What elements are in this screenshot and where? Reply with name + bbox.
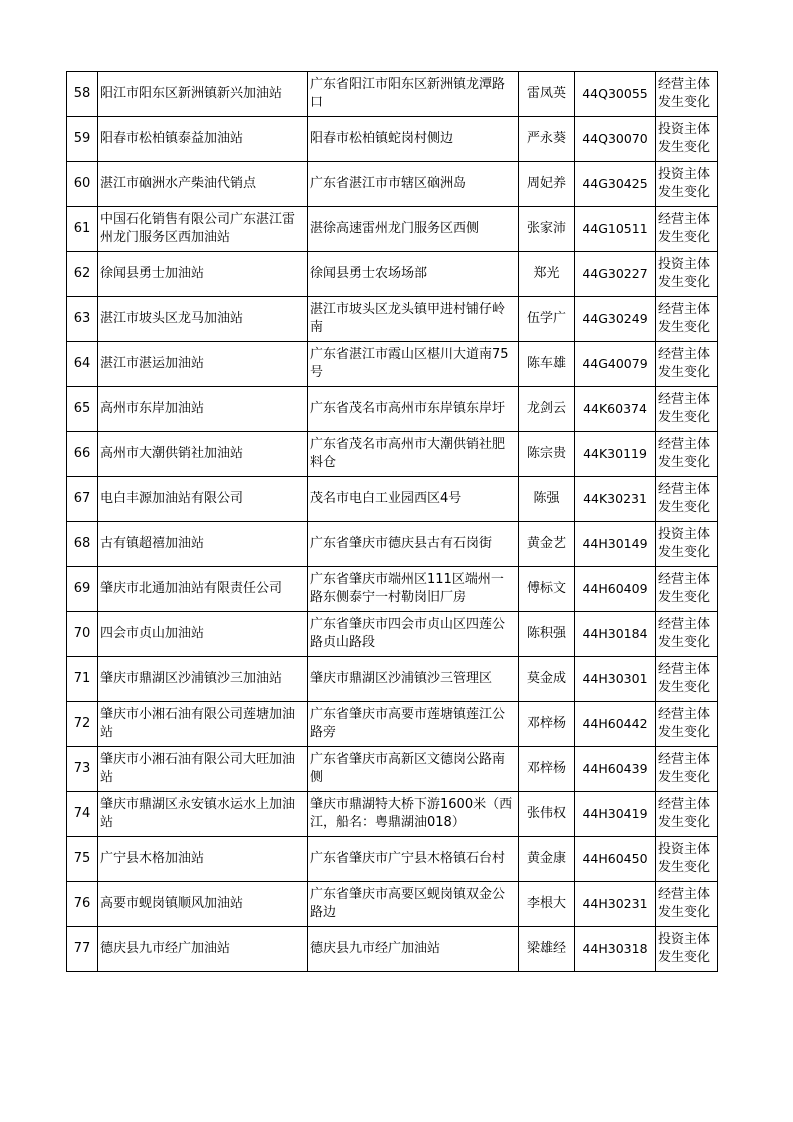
contact-person-cell: 陈宗贵 (519, 432, 575, 477)
station-name-cell: 高州市东岸加油站 (98, 387, 308, 432)
change-reason-cell: 经营主体发生变化 (656, 567, 718, 612)
license-code-cell: 44H30301 (575, 657, 656, 702)
table-row (67, 477, 718, 522)
row-number-cell: 75 (67, 837, 98, 882)
station-address-cell: 广东省肇庆市德庆县古有石岗街 (308, 522, 519, 567)
table-row (67, 432, 718, 477)
table-row (67, 882, 718, 927)
change-reason-cell: 投资主体发生变化 (656, 252, 718, 297)
contact-person-cell: 周妃养 (519, 162, 575, 207)
station-name-cell: 阳江市阳东区新洲镇新兴加油站 (98, 72, 308, 117)
change-reason-cell: 投资主体发生变化 (656, 522, 718, 567)
contact-person-cell: 邓梓杨 (519, 747, 575, 792)
table-body (67, 72, 718, 972)
table-row (67, 702, 718, 747)
station-address-cell: 广东省阳江市阳东区新洲镇龙潭路口 (308, 72, 519, 117)
license-code-cell: 44H60442 (575, 702, 656, 747)
change-reason-cell: 经营主体发生变化 (656, 882, 718, 927)
table-row (67, 72, 718, 117)
row-number-cell: 77 (67, 927, 98, 972)
change-reason-cell: 经营主体发生变化 (656, 702, 718, 747)
contact-person-cell: 郑光 (519, 252, 575, 297)
contact-person-cell: 雷凤英 (519, 72, 575, 117)
row-number-cell: 58 (67, 72, 98, 117)
row-number-cell: 63 (67, 297, 98, 342)
station-name-cell: 中国石化销售有限公司广东湛江雷州龙门服务区西加油站 (98, 207, 308, 252)
table-row (67, 567, 718, 612)
station-name-cell: 肇庆市北通加油站有限责任公司 (98, 567, 308, 612)
station-address-cell: 广东省肇庆市高要区蚬岗镇双金公路边 (308, 882, 519, 927)
station-address-cell: 广东省肇庆市广宁县木格镇石台村 (308, 837, 519, 882)
license-code-cell: 44G30249 (575, 297, 656, 342)
table-row (67, 207, 718, 252)
table-row (67, 297, 718, 342)
station-name-cell: 肇庆市鼎湖区沙浦镇沙三加油站 (98, 657, 308, 702)
license-code-cell: 44G30227 (575, 252, 656, 297)
license-code-cell: 44H30231 (575, 882, 656, 927)
station-address-cell: 徐闻县勇士农场场部 (308, 252, 519, 297)
station-name-cell: 高要市蚬岗镇顺风加油站 (98, 882, 308, 927)
license-code-cell: 44G30425 (575, 162, 656, 207)
table-row (67, 657, 718, 702)
license-code-cell: 44K30231 (575, 477, 656, 522)
license-code-cell: 44H60439 (575, 747, 656, 792)
station-address-cell: 湛江市坡头区龙头镇甲进村铺仔岭南 (308, 297, 519, 342)
station-address-cell: 湛徐高速雷州龙门服务区西侧 (308, 207, 519, 252)
change-reason-cell: 经营主体发生变化 (656, 477, 718, 522)
contact-person-cell: 伍学广 (519, 297, 575, 342)
station-address-cell: 广东省肇庆市高新区文德岗公路南侧 (308, 747, 519, 792)
station-name-cell: 肇庆市小湘石油有限公司莲塘加油站 (98, 702, 308, 747)
license-code-cell: 44H30184 (575, 612, 656, 657)
change-reason-cell: 投资主体发生变化 (656, 162, 718, 207)
station-name-cell: 德庆县九市经广加油站 (98, 927, 308, 972)
change-reason-cell: 经营主体发生变化 (656, 432, 718, 477)
station-address-cell: 广东省肇庆市高要市莲塘镇莲江公路旁 (308, 702, 519, 747)
change-reason-cell: 经营主体发生变化 (656, 207, 718, 252)
contact-person-cell: 梁雄经 (519, 927, 575, 972)
contact-person-cell: 陈车雄 (519, 342, 575, 387)
row-number-cell: 66 (67, 432, 98, 477)
station-address-cell: 广东省湛江市市辖区硇洲岛 (308, 162, 519, 207)
station-table (66, 71, 718, 972)
station-address-cell: 广东省肇庆市四会市贞山区四莲公路贞山路段 (308, 612, 519, 657)
table-row (67, 252, 718, 297)
station-name-cell: 古有镇超禧加油站 (98, 522, 308, 567)
contact-person-cell: 邓梓杨 (519, 702, 575, 747)
row-number-cell: 64 (67, 342, 98, 387)
change-reason-cell: 经营主体发生变化 (656, 387, 718, 432)
change-reason-cell: 经营主体发生变化 (656, 612, 718, 657)
table-row (67, 612, 718, 657)
row-number-cell: 70 (67, 612, 98, 657)
row-number-cell: 76 (67, 882, 98, 927)
table-row (67, 522, 718, 567)
station-name-cell: 湛江市硇洲水产柴油代销点 (98, 162, 308, 207)
table-row (67, 117, 718, 162)
row-number-cell: 65 (67, 387, 98, 432)
row-number-cell: 72 (67, 702, 98, 747)
station-address-cell: 肇庆市鼎湖特大桥下游1600米（西江，船名：粤鼎湖油018） (308, 792, 519, 837)
row-number-cell: 74 (67, 792, 98, 837)
station-address-cell: 德庆县九市经广加油站 (308, 927, 519, 972)
contact-person-cell: 张家沛 (519, 207, 575, 252)
license-code-cell: 44H30149 (575, 522, 656, 567)
change-reason-cell: 投资主体发生变化 (656, 117, 718, 162)
row-number-cell: 67 (67, 477, 98, 522)
row-number-cell: 61 (67, 207, 98, 252)
station-name-cell: 电白丰源加油站有限公司 (98, 477, 308, 522)
change-reason-cell: 经营主体发生变化 (656, 342, 718, 387)
change-reason-cell: 经营主体发生变化 (656, 297, 718, 342)
license-code-cell: 44H30419 (575, 792, 656, 837)
station-name-cell: 四会市贞山加油站 (98, 612, 308, 657)
change-reason-cell: 经营主体发生变化 (656, 72, 718, 117)
license-code-cell: 44H60450 (575, 837, 656, 882)
station-address-cell: 广东省茂名市高州市东岸镇东岸圩 (308, 387, 519, 432)
table-row (67, 792, 718, 837)
row-number-cell: 68 (67, 522, 98, 567)
station-address-cell: 茂名市电白工业园西区4号 (308, 477, 519, 522)
station-name-cell: 徐闻县勇士加油站 (98, 252, 308, 297)
station-address-cell: 广东省肇庆市端州区111区端州一路东侧泰宁一村勒岗旧厂房 (308, 567, 519, 612)
row-number-cell: 73 (67, 747, 98, 792)
table-row (67, 162, 718, 207)
station-name-cell: 湛江市湛运加油站 (98, 342, 308, 387)
contact-person-cell: 黄金艺 (519, 522, 575, 567)
contact-person-cell: 黄金康 (519, 837, 575, 882)
license-code-cell: 44Q30055 (575, 72, 656, 117)
row-number-cell: 59 (67, 117, 98, 162)
table-row (67, 387, 718, 432)
contact-person-cell: 莫金成 (519, 657, 575, 702)
table-row (67, 342, 718, 387)
station-address-cell: 肇庆市鼎湖区沙浦镇沙三管理区 (308, 657, 519, 702)
station-name-cell: 湛江市坡头区龙马加油站 (98, 297, 308, 342)
contact-person-cell: 张伟权 (519, 792, 575, 837)
change-reason-cell: 投资主体发生变化 (656, 837, 718, 882)
station-address-cell: 阳春市松柏镇蛇岗村侧边 (308, 117, 519, 162)
contact-person-cell: 龙剑云 (519, 387, 575, 432)
license-code-cell: 44G10511 (575, 207, 656, 252)
row-number-cell: 60 (67, 162, 98, 207)
table-row (67, 927, 718, 972)
license-code-cell: 44H60409 (575, 567, 656, 612)
license-code-cell: 44K60374 (575, 387, 656, 432)
license-code-cell: 44K30119 (575, 432, 656, 477)
station-name-cell: 肇庆市鼎湖区永安镇水运水上加油站 (98, 792, 308, 837)
contact-person-cell: 陈强 (519, 477, 575, 522)
license-code-cell: 44G40079 (575, 342, 656, 387)
change-reason-cell: 经营主体发生变化 (656, 792, 718, 837)
contact-person-cell: 傅标文 (519, 567, 575, 612)
station-address-cell: 广东省湛江市霞山区椹川大道南75号 (308, 342, 519, 387)
change-reason-cell: 投资主体发生变化 (656, 927, 718, 972)
row-number-cell: 71 (67, 657, 98, 702)
station-name-cell: 高州市大潮供销社加油站 (98, 432, 308, 477)
station-address-cell: 广东省茂名市高州市大潮供销社肥料仓 (308, 432, 519, 477)
table-row (67, 837, 718, 882)
contact-person-cell: 严永葵 (519, 117, 575, 162)
row-number-cell: 62 (67, 252, 98, 297)
table-row (67, 747, 718, 792)
row-number-cell: 69 (67, 567, 98, 612)
station-name-cell: 广宁县木格加油站 (98, 837, 308, 882)
license-code-cell: 44H30318 (575, 927, 656, 972)
license-code-cell: 44Q30070 (575, 117, 656, 162)
contact-person-cell: 李根大 (519, 882, 575, 927)
change-reason-cell: 经营主体发生变化 (656, 747, 718, 792)
station-name-cell: 肇庆市小湘石油有限公司大旺加油站 (98, 747, 308, 792)
contact-person-cell: 陈积强 (519, 612, 575, 657)
station-name-cell: 阳春市松柏镇泰益加油站 (98, 117, 308, 162)
change-reason-cell: 经营主体发生变化 (656, 657, 718, 702)
